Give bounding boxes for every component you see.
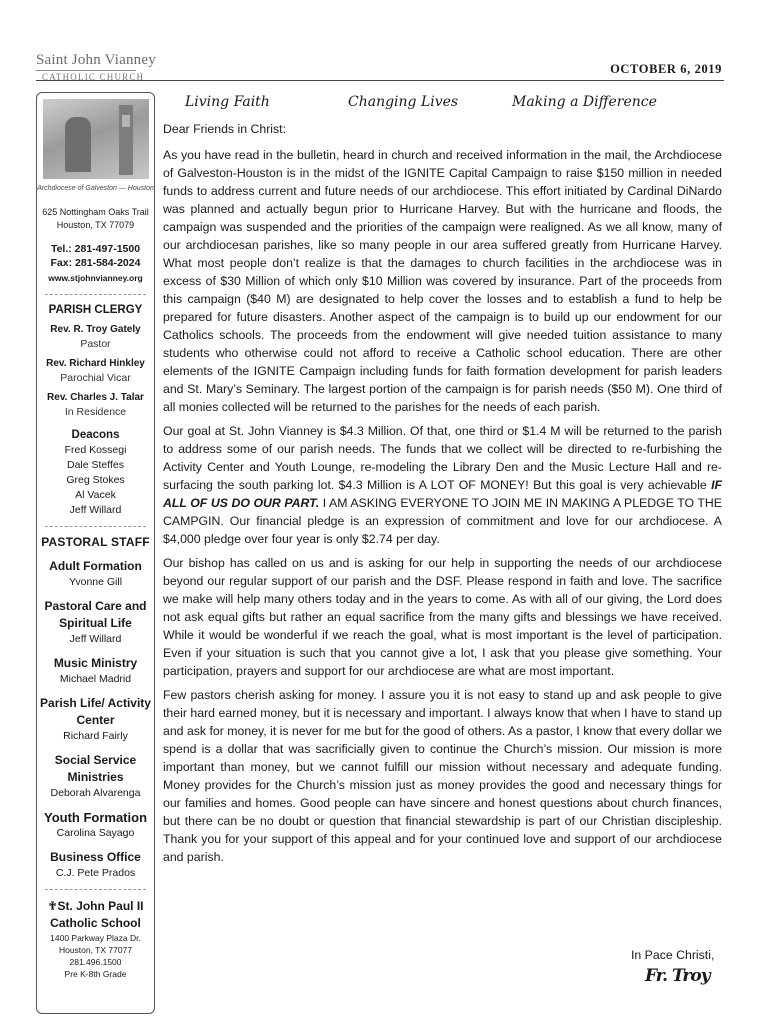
staff-name: Deborah Alvarenga	[50, 787, 141, 799]
paragraph-2-end: I AM ASKING EVERYONE TO JOIN ME IN MAKING A PLEDGE TO THE CAMPGIN. Our financial pledge is an expression of commitment and love for our archdiocese. A $4,000 pledge over four year is only $2.74 per day.	[163, 496, 722, 546]
church-photo	[43, 99, 149, 179]
school-phone: 281.496.1500	[69, 957, 122, 967]
motto-making-difference: Making a Difference	[512, 94, 657, 110]
school-address-line2: Houston, TX 77077	[58, 945, 133, 955]
deacon-name: Dale Steffes	[66, 459, 124, 471]
motto-changing-lives: Changing Lives	[348, 94, 459, 110]
school-grades: Pre K-8th Grade	[64, 969, 127, 979]
clergy-name: Rev. Richard Hinkley	[46, 358, 145, 369]
clergy-title: Pastor	[80, 338, 111, 350]
clergy-heading: PARISH CLERGY	[48, 304, 143, 316]
clergy-title: Parochial Vicar	[60, 372, 131, 384]
letter-body	[163, 120, 722, 872]
letter-date: OCTOBER 6, 2019	[610, 62, 722, 76]
deacons-heading: Deacons	[71, 429, 120, 441]
deacon-name: Al Vacek	[75, 489, 116, 501]
telephone: Tel.: 281-497-1500	[50, 243, 141, 255]
statue-figure	[65, 117, 91, 172]
paragraph-1: As you have read in the bulletin, heard in church and received information in the mail, the Archdiocese of Galveston-Houston is in the midst of the IGNITE Capital Campaign to raise $150 million in needed funds to address current and future needs of our archdiocese. This effort initiated by Cardinal DiNardo was planned and actually begun prior to Hurricane Harvey. But with the hurricane and floods, the campaign was suspended and the priorities of the campaign were realigned. As we all know, many of our archdiocesan parishes, like so many people in our area suffered greatly from Hurricane Harvey. What most people don’t realize is that the damages to church facilities in the archdiocese was in excess of $30 Million of which only $10 Million was covered by insurance. Part of the proceeds from this campaign ($40 M) are designated to help cover the losses and to establish a fund to help be prepared for future disasters. Another aspect of the campaign is to build up our endowment for our Catholics schools. The proceeds from the endowment will give needed tuition assistance to many students who otherwise could not afford to receive a Catholic school education. There are other elements of the IGNITE Campaign including funds for faith formation development for parish leaders and St. Mary’s Seminary. The largest portion of the campaign is for parish needs ($50 M). One third of all monies collected will be returned to the parishes for the needs of each parish.	[163, 148, 722, 414]
staff-role: Adult Formation	[49, 559, 142, 573]
staff-role: Pastoral Care and Spiritual Life	[44, 599, 147, 630]
clergy-name: Rev. R. Troy Gately	[50, 324, 141, 335]
emphasis-text: IF ALL OF US DO OUR PART.	[163, 478, 722, 510]
divider	[45, 889, 146, 890]
website-link[interactable]: www.stjohnvianney.org	[48, 273, 143, 283]
parish-logo	[36, 52, 156, 82]
deacon-name: Jeff Willard	[69, 504, 122, 516]
address-line1: 625 Nottingham Oaks Trail	[42, 207, 149, 217]
address-line2: Houston, TX 77079	[56, 220, 135, 230]
paragraph-4: Few pastors cherish asking for money. I assure you it is not easy to stand up and ask people to give their hard earned money, but it is necessary and important. I always know that when I have to stand up and ask for money, it is never for me but for the good of others. As a pastor, I know that every dollar we spend is a dollar that was sacrificially given to continue the Church’s mission. Our mission is more important than money, but we cannot fulfill our mission without necessary and adequate funding. Money provides for the Church’s mission just as money provides the good and necessary things for our families and homes. Good people can have sincere and honest questions about church finances, but there can be no doubt or question that financial stewardship is part of our Christian discipleship. Thank you for your support of this appeal and for your continued love and support of our archdiocese and parish.	[163, 688, 722, 864]
photo-caption: Archdiocese of Galveston — Houston	[37, 185, 154, 192]
staff-name: Carolina Sayago	[56, 827, 135, 839]
logo-subtitle: CATHOLIC CHURCH	[42, 72, 145, 82]
staff-name: Richard Fairly	[63, 730, 128, 742]
staff-role: Parish Life/ Activity Center	[40, 696, 151, 727]
deacon-name: Fred Kossegi	[64, 444, 127, 456]
sidebar	[36, 92, 155, 1014]
clergy-title: In Residence	[64, 406, 127, 418]
staff-name: Jeff Willard	[69, 633, 122, 645]
school-name: ✟St. John Paul II Catholic School	[47, 899, 144, 930]
signature: Fr. Troy	[645, 966, 710, 986]
logo-rule	[36, 70, 136, 71]
deacon-name: Greg Stokes	[66, 474, 125, 486]
motto-living-faith: Living Faith	[185, 94, 270, 110]
paragraph-2-start: Our goal at St. John Vianney is $4.3 Million. Of that, one third or $1.4 M will be returned to the parish to address some of our parish needs. The funds that we collect will be directed to re-furbishing the Activity Center and Youth Lounge, re-modeling the Library Den and the Music Lecture Hall and re-surfacing the south parking lot. $4.3 Million is A LOT OF MONEY! But this goal is very achievable	[163, 424, 722, 492]
fax: Fax: 281-584-2024	[50, 257, 141, 269]
header-divider	[36, 80, 724, 81]
divider	[45, 294, 146, 295]
logo-title: Saint John Vianney	[36, 52, 156, 68]
bell-tower	[119, 105, 133, 175]
staff-name: C.J. Pete Prados	[55, 867, 136, 879]
staff-role: Youth Formation	[43, 810, 148, 825]
staff-name: Michael Madrid	[59, 673, 132, 685]
clergy-name: Rev. Charles J. Talar	[47, 392, 144, 403]
letter-closing: In Pace Christi,	[631, 948, 715, 962]
staff-name: Yvonne Gill	[68, 576, 123, 588]
letter-greeting: Dear Friends in Christ:	[163, 122, 287, 136]
divider	[45, 526, 146, 527]
staff-role: Social Service Ministries	[54, 753, 137, 784]
staff-heading: PASTORAL STAFF	[41, 535, 150, 549]
school-address-line1: 1400 Parkway Plaza Dr.	[50, 933, 141, 943]
paragraph-3: Our bishop has called on us and is asking for our help in supporting the needs of our archdiocese beyond our regular support of our parish and the DSF. Please respond in faith and love. The sacrifice we make will help many others today and in the years to come. As with all of our giving, the Lord does not ask equal gifts but rather an equal sacrifice from the many gifts and blessings we have received. While it would be wonderful if we reach the goal, what is most important is the level of participation. Even if your situation is such that you cannot give a lot, I ask that you please give something. Your participation, prayers and support for our archdiocese are what are most important.	[163, 556, 722, 678]
staff-role: Music Ministry	[53, 656, 138, 670]
paragraph-2	[163, 422, 722, 548]
staff-role: Business Office	[50, 850, 141, 864]
